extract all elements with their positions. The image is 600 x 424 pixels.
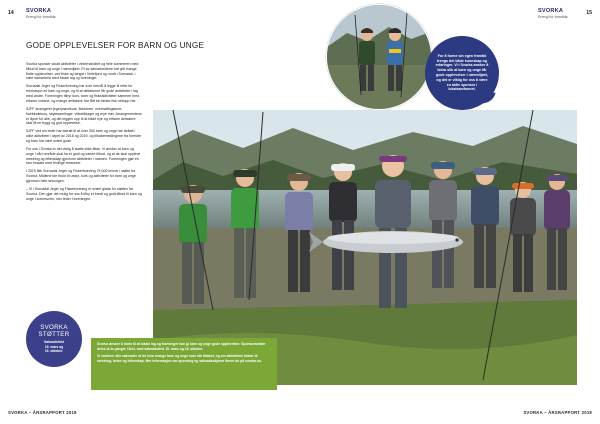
footer-left: SVORKA – ÅRSRAPPORT 2019 (8, 410, 77, 415)
svorka-supports-circle (26, 311, 82, 367)
footer-right: SVORKA – ÅRSRAPPORT 2019 (523, 410, 592, 415)
brand-logo-right (538, 9, 568, 19)
info-paragraph: Vi vurderer alle søknader ut fra hvor mange barn og unge som når tiltaket, og om aktiviteten bidrar til mestring, helse og fellesskap. Mer informasjon om sponsing og søknadsskjema finner du på svorka.no. (97, 354, 262, 363)
brand-name: SVORKA (26, 8, 52, 14)
article-paragraph: I 2019 fikk Surnadal Jeger og Fiskerforening 75 000 kroner i støtte fra Svorka. Midlene ble brukt til utstyr, kurs og aktiviteter for barn og unge gjennom hele sesongen. (26, 169, 136, 183)
brand-name: SVORKA (538, 8, 564, 14)
brand-logo-left (26, 9, 56, 19)
article-paragraph: Svorka sponser lokalt aktiviteter i vinterhalvåret og hele sommeren med tilbud til barn og unge i nærmiljøet. Et av samarbeidene har gitt mange flotte opplevelser, ved fiske og fangst i Vetlefjord og rundt i Surnadal, i nært samarbeid med lokale lag og foreninger. (26, 62, 139, 81)
article-paragraph: For oss i Svorka er det viktig å støtte slike tiltak. Vi ønsker at barn og unge i vårt område skal ha et godt og variert tilbud, og at de skal oppleve mestring og fellesskap gjennom aktiviteter i naturen. Foreningen gjør en stor innsats med frivillige ressurser. (26, 146, 141, 166)
quote-text: For å forme sin egen framtid trengs det både kunnskap og erfaringer. Vi i Svorka ønsker å bidra slik at barn og unge får gode opplevelser i nærmiljøet, og det er viktig for oss å være en aktiv sponsor i lokalsamfunnet. (435, 53, 489, 92)
supports-title: SVORKA STØTTER (38, 323, 70, 338)
article-paragraph: SJFF arrangerer jegerprøvekurs, fisketurer, overnattingsturer, fluebindekurs, skytesamlinger, viltstelldager og mye mer. Arrangementene er åpne for alle, og det legges opp til at både nye og erfarne deltakere skal få en trygg og god opplevelse. (26, 106, 142, 126)
article-body (26, 62, 142, 205)
boys-with-fishing-rods-photo (326, 4, 432, 110)
page-number-left: 14 (8, 10, 14, 16)
article-title: GODE OPPLEVELSER FOR BARN OG UNGE (26, 41, 205, 50)
info-paragraph: Svorka ønsker å bidra til at lokale lag og foreninger kan gi barn og unge gode opplevelser. Sponsoravtaler deles ut to ganger i året, med søknadsfrist 15. mars og 15. oktober. (97, 342, 266, 351)
brand-tagline: Energi for framtida (26, 14, 56, 19)
article-paragraph: SJFF ved sin leder har bidratt til at over 300 barn og unge har deltatt i ulike aktiviteter i løpet av 2018 og 2019, og tilbakemeldingene fra foreldre og barn har vært svært gode. (26, 129, 142, 143)
sponsorship-info-box (91, 338, 277, 390)
brand-tagline: Energi for framtida (538, 14, 568, 19)
page-number-right: 15 (586, 10, 592, 16)
article-paragraph: Surnadal Jeger og Fiskerforening har som formål å legge til rette for rekreasjon av barn og unge, og til at deltakerne får gode aktiviteter i lag med andre. Foreningen tilbyr kurs, turer og fiskeaktiviteter sammen med erfarne voksne, og mange deltakere har fått sin første fisk nettopp her. (26, 84, 140, 103)
article-paragraph: – Vi i Surnadal Jeger og Fiskerforening er svært glade for støtten fra Svorka. Den gjør det mulig for oss å tilby et bredt og godt tilbud til barn og unge i kommunen, sier leder i foreningen. (26, 187, 142, 201)
supports-deadline: Søknadsfrist 15. mars og 15. oktober. (44, 340, 64, 353)
quote-bubble (425, 36, 499, 110)
